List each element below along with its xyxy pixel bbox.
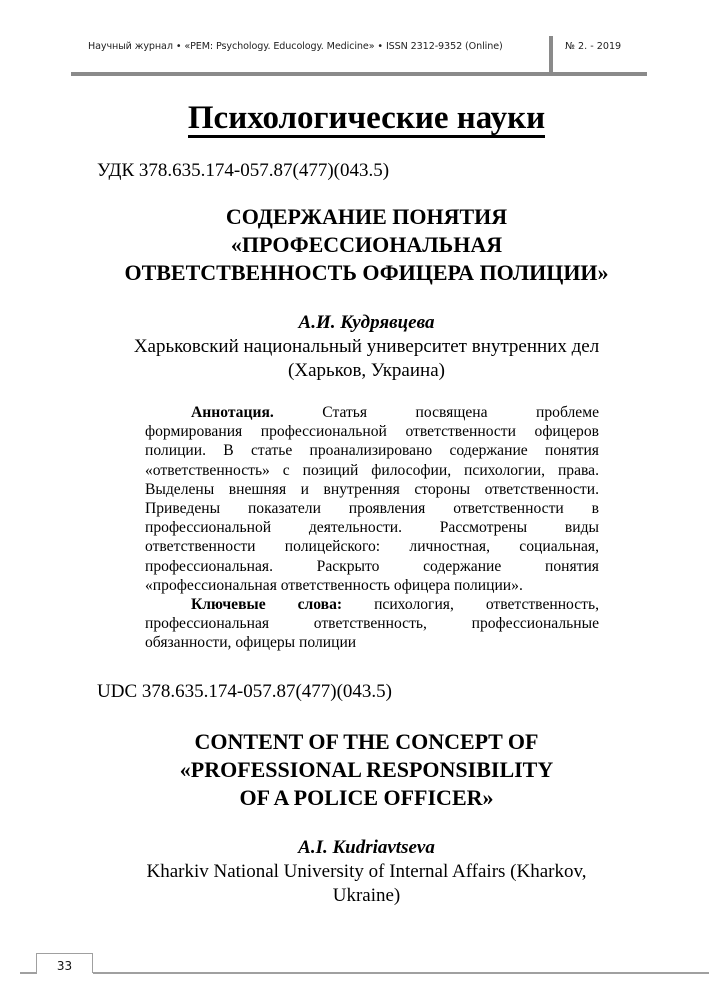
abstract-label: Аннотация.: [191, 404, 274, 421]
page-number: 33: [36, 953, 93, 973]
abstract-line: «ответственность» с позиций философии, психологии, права.: [145, 461, 599, 479]
title-line: «PROFESSIONAL RESPONSIBILITY: [179, 757, 554, 782]
footer-divider: [20, 972, 37, 974]
section-title-container: [0, 98, 709, 138]
author-name: A.I. Kudriavtseva: [298, 837, 435, 858]
article-title-english: [0, 728, 709, 812]
udc-russian: УДК 378.635.174-057.87(477)(043.5): [97, 160, 390, 181]
keywords-text: психология, ответственность,: [374, 595, 599, 613]
author-block-english: [0, 836, 709, 908]
abstract-line: «профессиональная ответственность офицера полиции».: [145, 576, 523, 594]
header-divider: [71, 72, 647, 76]
keywords-line: профессиональная ответственность, профессиональные: [145, 615, 599, 633]
title-line: ОТВЕТСТВЕННОСТЬ ОФИЦЕРА ПОЛИЦИИ»: [124, 260, 609, 285]
abstract-line: [145, 403, 599, 422]
keywords-label: Ключевые слова:: [191, 595, 343, 613]
title-line: СОДЕРЖАНИЕ ПОНЯТИЯ: [225, 204, 508, 229]
title-line: «ПРОФЕССИОНАЛЬНАЯ: [230, 232, 503, 257]
author-name: А.И. Кудрявцева: [298, 312, 435, 333]
udc-english: UDC 378.635.174-057.87(477)(043.5): [97, 681, 393, 702]
title-line: CONTENT OF THE CONCEPT OF: [194, 729, 539, 754]
title-line: OF A POLICE OFFICER»: [239, 785, 494, 810]
journal-header: Научный журнал • «PEM: Psychology. Educology. Medicine» • ISSN 2312-9352 (Online): [88, 41, 503, 52]
affiliation-line: (Харьков, Украина): [288, 360, 445, 381]
keywords-line: [145, 595, 599, 614]
abstract-line: Выделены внешняя и внутренняя стороны ответственности.: [145, 480, 599, 498]
footer-divider: [93, 972, 709, 974]
abstract-line: Приведены показатели проявления ответственности в: [145, 499, 599, 517]
abstract: [145, 403, 599, 652]
affiliation-line: Ukraine): [332, 885, 401, 906]
issue-number: № 2. - 2019: [565, 41, 622, 52]
abstract-line: профессиональной деятельности. Рассмотрены виды: [145, 519, 599, 537]
affiliation-line: Kharkiv National University of Internal Affairs (Kharkov,: [146, 861, 587, 882]
abstract-line: формирования профессиональной ответственности офицеров: [145, 423, 599, 441]
author-block-russian: [0, 311, 709, 383]
abstract-line: профессиональная. Раскрыто содержание понятия: [145, 557, 599, 575]
abstract-line: полиции. В статье проанализировано содержание понятия: [145, 442, 599, 460]
header-divider-vertical: [549, 36, 553, 76]
abstract-text: Статья посвящена проблеме: [322, 404, 599, 421]
abstract-line: ответственности полицейского: личностная, социальная,: [145, 538, 599, 556]
affiliation-line: Харьковский национальный университет внутренних дел: [133, 336, 600, 357]
article-title-russian: [0, 203, 709, 287]
keywords-line: обязанности, офицеры полиции: [145, 634, 357, 652]
section-title: Психологические науки: [187, 100, 546, 136]
